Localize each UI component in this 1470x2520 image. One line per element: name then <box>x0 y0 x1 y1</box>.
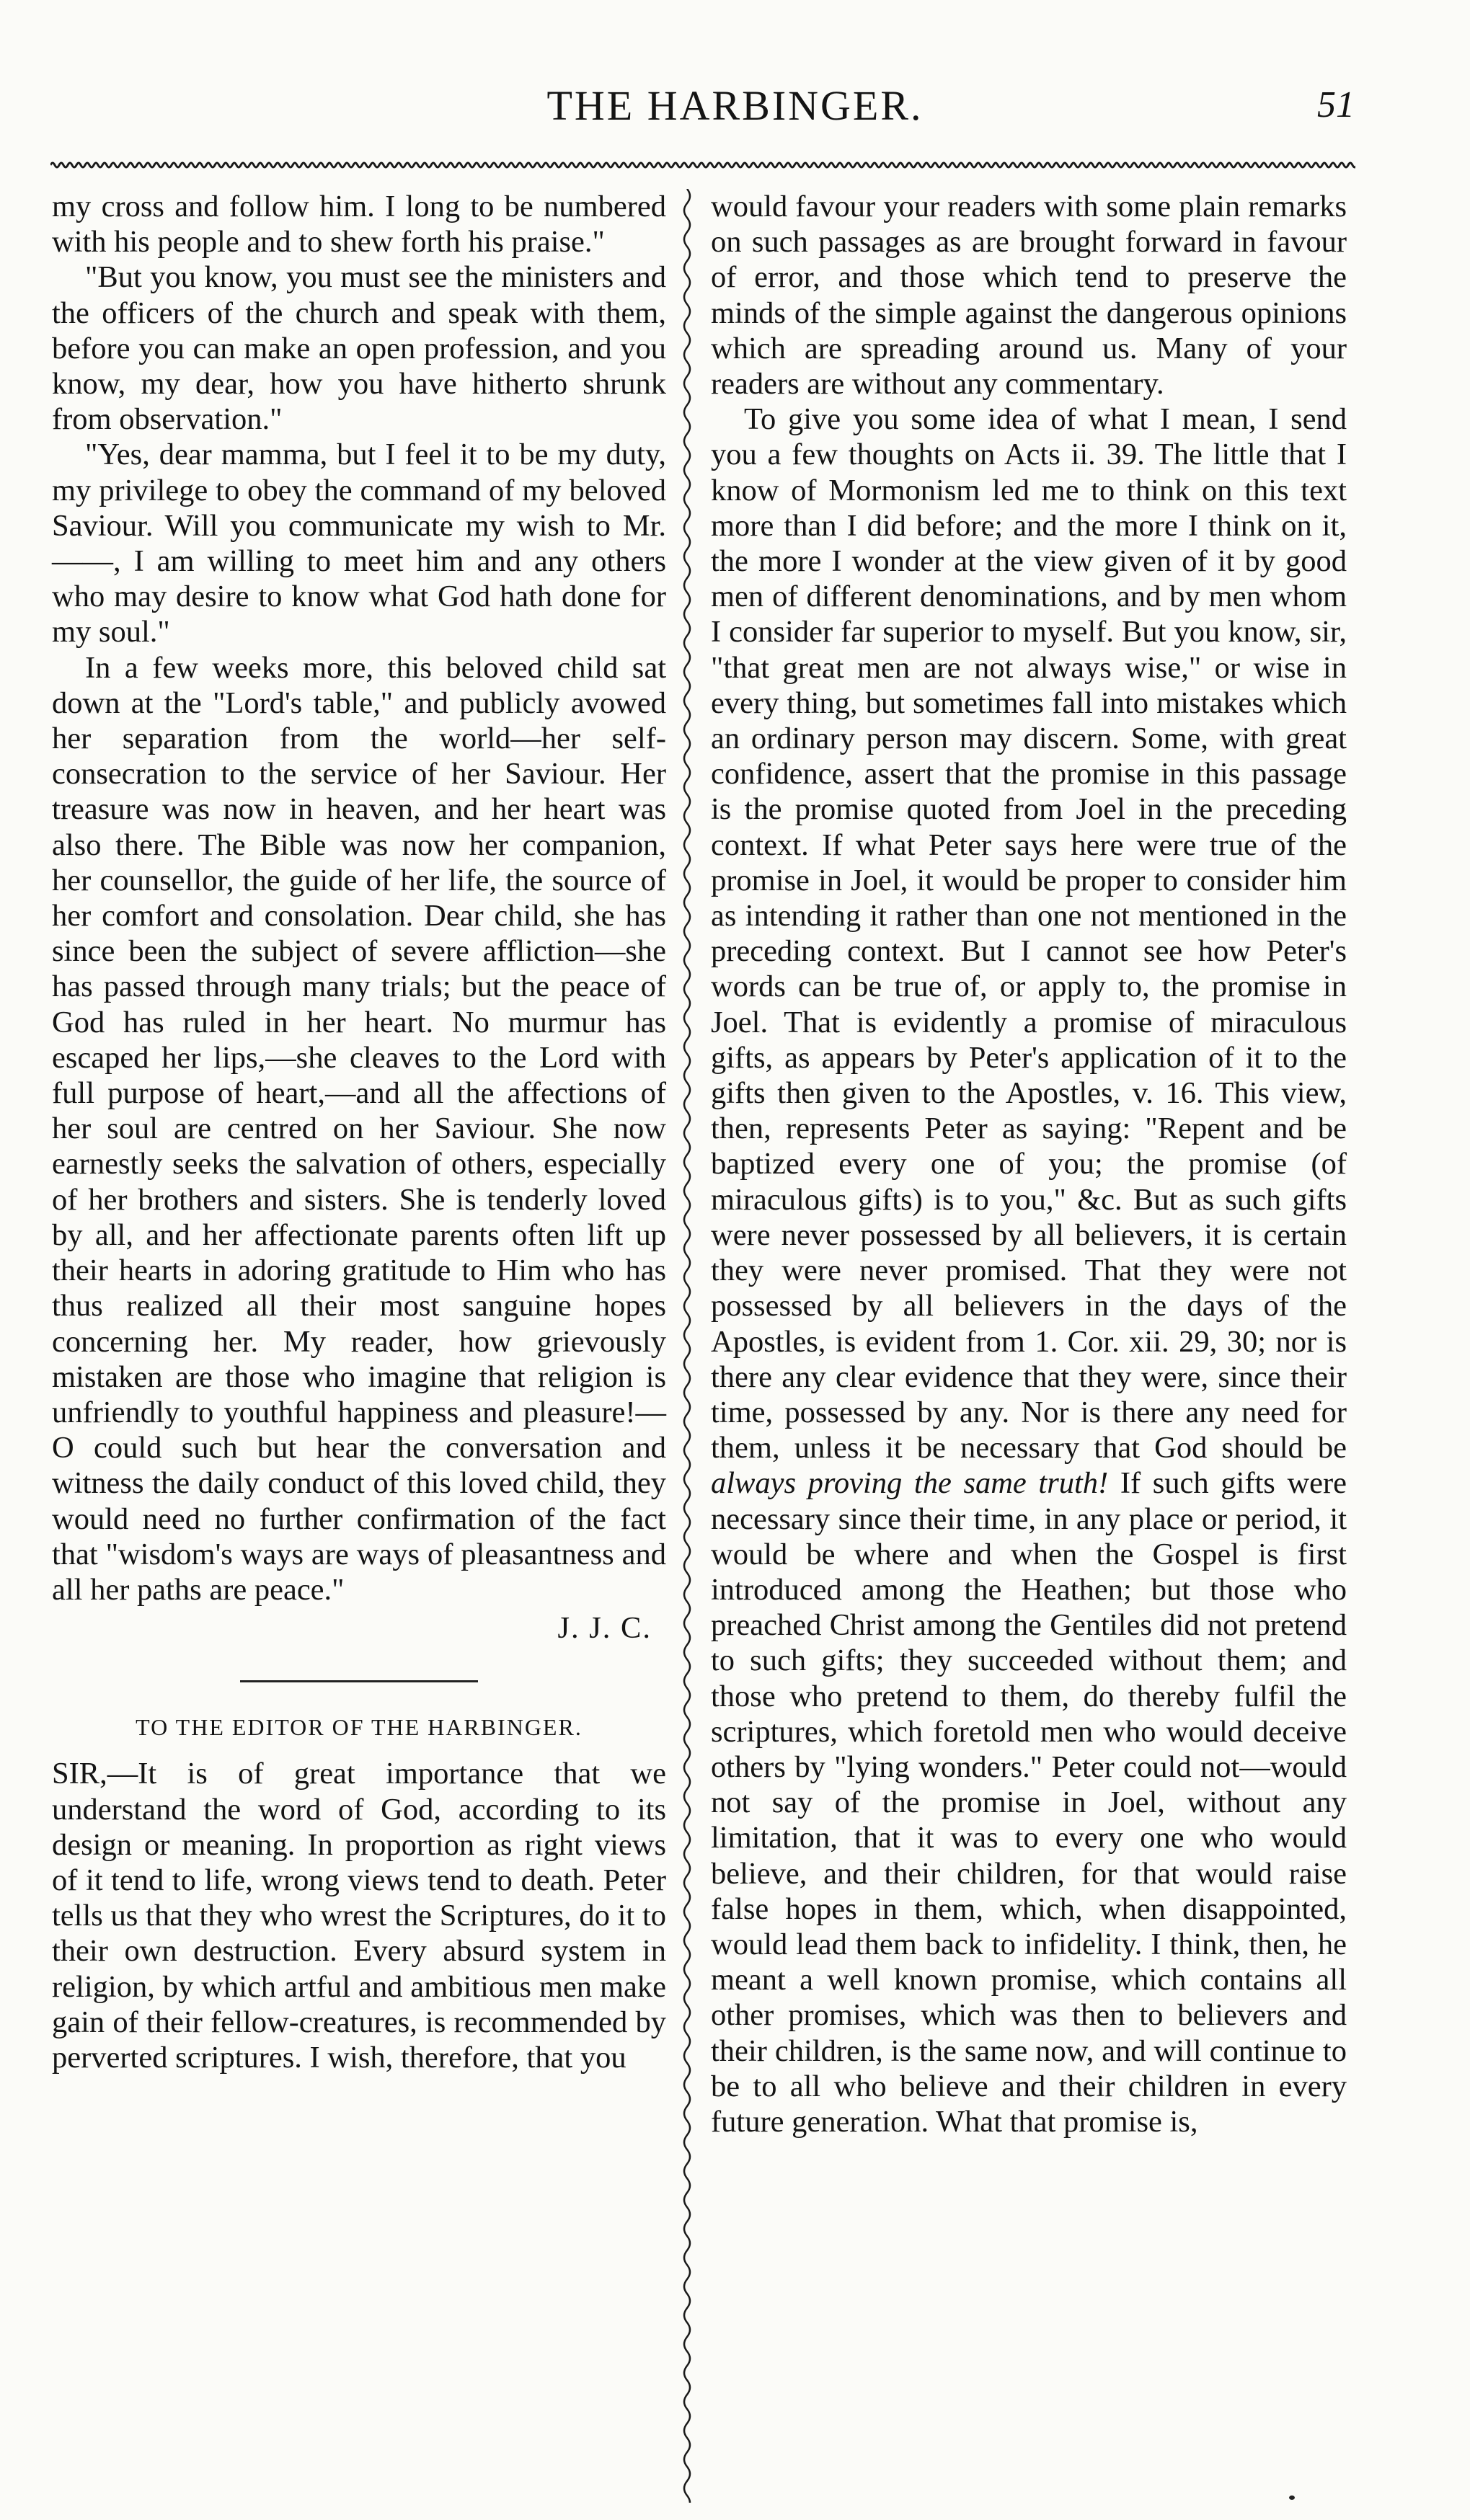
letter-paragraph: SIR,—It is of great importance that we understand the word of God, according to its design or meaning. In proportion as right views of it tend to life, wrong views tend to death. Peter tells us that they who wrest the Scriptures, do it to their own destruction. Every absurd system in religion, by which artful and ambitious men make gain of their fellow-creatures, is recommended by perverted scriptures. I wish, therefore, that you <box>52 1757 666 2075</box>
header-wavy-rule <box>50 160 1355 170</box>
body-paragraph <box>711 401 1347 2139</box>
ink-speck <box>1289 2495 1295 2500</box>
body-paragraph: would favour your readers with some plain remarks on such passages as are brought forward in favour of error, and those which tend to preserve the minds of the simple against the dangerous opinions which are spreading around us. Many of your readers are without any commentary. <box>711 190 1347 401</box>
body-paragraph: my cross and follow him. I long to be numbered with his people and to shew forth his praise." <box>52 190 666 259</box>
body-text: To give you some idea of what I mean, I send you a few thoughts on Acts ii. 39. The little that I know of Mormonism led me to think on this text more than I did before; and the more I think on it, the more I wonder at the view given of it by good men of different denominations, and by men whom I consider far superior to myself. But you know, sir, "that great men are not always wise," or wise in every thing, but sometimes fall into mistakes which an ordinary person may discern. Some, with great confidence, assert that the promise in this passage is the promise quoted from Joel in the preceding context. If what Peter says here were true of the promise in Joel, it would be proper to consider him as intending it rather than one not mentioned in the preceding context. But I cannot see how Peter's words can be true of, or apply to, the promise in Joel. That is evidently a promise of miraculous gifts, as appears by Peter's application of it to the gifts then given to the Apostles, v. 16. This view, then, represents Peter as saying: "Repent and be baptized every one of you; the promise (of miraculous gifts) is to you," &c. But as such gifts were never possessed by all believers, it is certain they were never promised. That they were not possessed by all believers in the days of the Apostles, is evident from 1. Cor. xii. 29, 30; nor is there any clear evidence that they were, since their time, possessed by any. Nor is there any need for them, unless it be necessary that God should be <box>711 402 1347 1465</box>
page-number: 51 <box>1317 84 1355 125</box>
letter-heading: TO THE EDITOR OF THE HARBINGER. <box>136 1714 583 1741</box>
running-title: THE HARBINGER. <box>546 82 924 129</box>
body-text: If such gifts were necessary since their time, in any place or period, it would be where and when the Gospel is first introduced among the Heathen; but those who preached Christ among the Gentiles did not pretend to such gifts; they succeeded without them; and those who pretend to them, do thereby fulfil the scriptures, which foretold men who would deceive others by "lying wonders." Peter could not—would not say of the promise in Joel, without any limitation, that it was to every one who would believe, and their children, for that would raise false hopes in them, which, when disappointed, would lead them back to infidelity. I think, then, he meant a well known promise, which contains all other promises, which was then to believers and their children, is the same now, and will continue to be to all who believe and their children in every future generation. What that promise is, <box>711 1466 1347 2139</box>
left-column <box>52 189 666 2075</box>
right-column <box>711 189 1347 2139</box>
body-paragraph: "But you know, you must see the ministers and the officers of the church and speak with them, before you can make an open profession, and you know, my dear, how you have hitherto shrunk from observation." <box>52 260 666 437</box>
section-divider <box>240 1680 478 1682</box>
author-signature: J. J. C. <box>557 1611 652 1646</box>
body-paragraph: In a few weeks more, this beloved child sat down at the "Lord's table," and publicly avowed her separation from the world—her self-consecration to the service of her Saviour. Her treasure was now in heaven, and her heart was also there. The Bible was now her companion, her counsellor, the guide of her life, the source of her comfort and consolation. Dear child, she has since been the subject of severe affliction—she has passed through many trials; but the peace of God has ruled in her heart. No murmur has escaped her lips,—she cleaves to the Lord with full purpose of heart,—and all the affections of her soul are centred on her Saviour. She now earnestly seeks the salvation of others, especially of her brothers and sisters. She is tenderly loved by all, and her affectionate parents often lift up their hearts in adoring gratitude to Him who has thus realized all their most sanguine hopes concerning her. My reader, how grievously mistaken are those who imagine that religion is unfriendly to youthful happiness and pleasure!—O could such but hear the conversation and witness the daily conduct of this loved child, they would need no further confirmation of the fact that "wisdom's ways are ways of pleasantness and all her paths are peace." <box>52 650 666 1607</box>
italic-phrase: always proving the same truth! <box>711 1466 1109 1501</box>
column-divider <box>678 189 696 2503</box>
body-paragraph: "Yes, dear mamma, but I feel it to be my duty, my privilege to obey the command of my beloved Saviour. Will you communicate my wish to Mr. ——, I am willing to meet him and any others who may desire to know what God hath done for my soul." <box>52 438 666 649</box>
